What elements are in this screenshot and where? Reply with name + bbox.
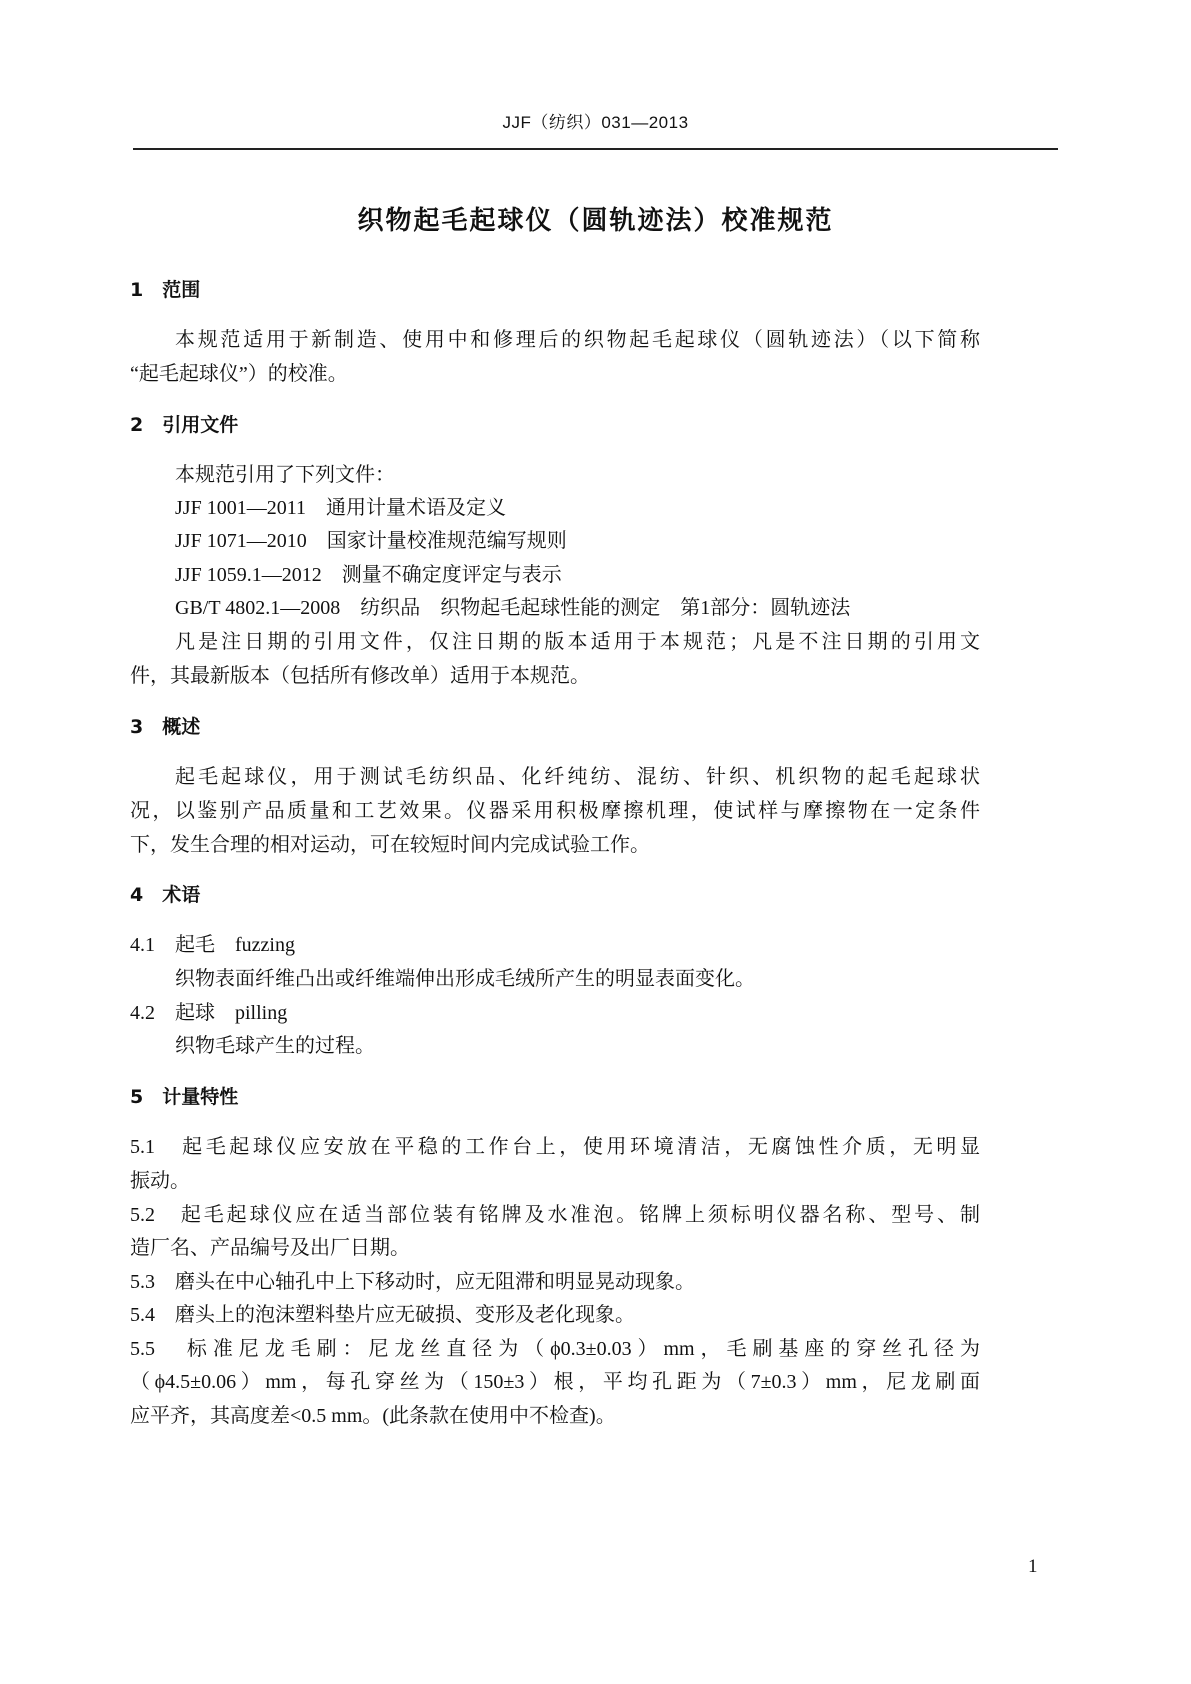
page-title: 织物起毛起球仪（圆轨迹法）校准规范 bbox=[357, 206, 834, 236]
text-line: 4.2 起球 pilling bbox=[130, 1002, 288, 1024]
text-line: 织物表面纤维凸出或纤维端伸出形成毛绒所产生的明显表面变化。 bbox=[175, 968, 755, 990]
text-line: 本规范引用了下列文件： bbox=[175, 464, 395, 486]
section-heading: 1 范围 bbox=[130, 279, 201, 301]
text-line: 应平齐，其高度差<0.5 mm。(此条款在使用中不检查)。 bbox=[130, 1405, 616, 1427]
text-line: “起毛起球仪”）的校准。 bbox=[130, 363, 348, 385]
section-heading: 3 概述 bbox=[130, 716, 201, 738]
section-heading: 2 引用文件 bbox=[130, 414, 239, 436]
section-heading: 5 计量特性 bbox=[130, 1086, 239, 1108]
text-line: 凡是注日期的引用文件，仅注日期的版本适用于本规范；凡是不注日期的引用文 bbox=[175, 631, 980, 653]
text-line: 造厂名、产品编号及出厂日期。 bbox=[130, 1237, 410, 1259]
text-line: 5.4 磨头上的泡沫塑料垫片应无破损、变形及老化现象。 bbox=[130, 1304, 635, 1326]
text-line: 5.2 起毛起球仪应在适当部位装有铭牌及水准泡。铭牌上须标明仪器名称、型号、制 bbox=[130, 1204, 980, 1226]
text-line: 振动。 bbox=[130, 1170, 190, 1192]
text-line: 本规范适用于新制造、使用中和修理后的织物起毛起球仪（圆轨迹法）（以下简称 bbox=[175, 329, 980, 351]
text-line: （ϕ4.5±0.06）mm，每孔穿丝为（150±3）根，平均孔距为（7±0.3）mm，尼龙刷面 bbox=[130, 1371, 980, 1393]
text-line: 件，其最新版本（包括所有修改单）适用于本规范。 bbox=[130, 665, 590, 687]
text-line: GB/T 4802.1—2008 纺织品 织物起毛起球性能的测定 第1部分：圆轨迹法 bbox=[175, 597, 851, 619]
page-number: 1 bbox=[1028, 1556, 1038, 1577]
text-line: JJF 1001—2011 通用计量术语及定义 bbox=[175, 497, 506, 519]
text-line: 起毛起球仪，用于测试毛纺织品、化纤纯纺、混纺、针织、机织物的起毛起球状 bbox=[175, 766, 980, 788]
text-line: JJF 1071—2010 国家计量校准规范编写规则 bbox=[175, 530, 567, 552]
header-divider bbox=[133, 148, 1058, 150]
text-line: 织物毛球产生的过程。 bbox=[175, 1035, 375, 1057]
document-header-code: JJF（纺织）031—2013 bbox=[502, 113, 689, 132]
text-line: 下，发生合理的相对运动，可在较短时间内完成试验工作。 bbox=[130, 834, 650, 856]
text-line: 5.1 起毛起球仪应安放在平稳的工作台上，使用环境清洁，无腐蚀性介质，无明显 bbox=[130, 1136, 980, 1158]
text-line: 况，以鉴别产品质量和工艺效果。仪器采用积极摩擦机理，使试样与摩擦物在一定条件 bbox=[130, 800, 980, 822]
text-line: JJF 1059.1—2012 测量不确定度评定与表示 bbox=[175, 564, 562, 586]
section-heading: 4 术语 bbox=[130, 884, 201, 906]
text-line: 5.5 标准尼龙毛刷：尼龙丝直径为（ϕ0.3±0.03）mm，毛刷基座的穿丝孔径为 bbox=[130, 1338, 980, 1360]
text-line: 4.1 起毛 fuzzing bbox=[130, 934, 295, 956]
text-line: 5.3 磨头在中心轴孔中上下移动时，应无阻滞和明显晃动现象。 bbox=[130, 1271, 695, 1293]
